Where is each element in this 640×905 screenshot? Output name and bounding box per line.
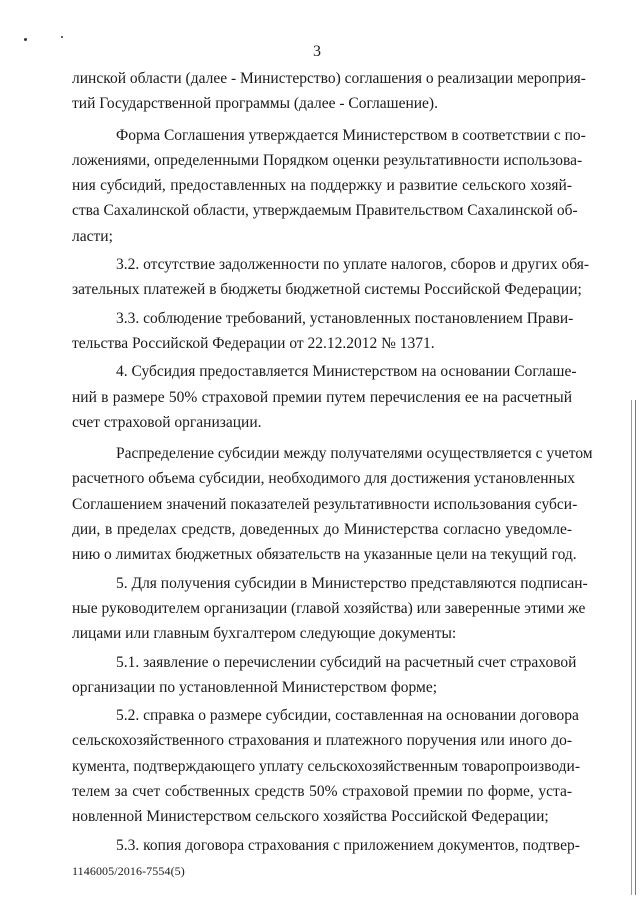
text-line: Распределение субсидии между получателями осуществляется с учетом [116, 445, 593, 463]
text-line: 4. Субсидия предоставляется Министерством на основании Соглаше- [116, 363, 577, 381]
text-line: зательных платежей в бюджеты бюджетной системы Российской Федерации; [72, 281, 582, 299]
text-line: счет страховой организации. [72, 413, 262, 431]
scan-speck [61, 36, 63, 38]
text-line: тельства Российской Федерации от 22.12.2012 № 1371. [72, 334, 435, 352]
scan-speck [24, 38, 27, 41]
text-line: ложениями, определенными Порядком оценки результативности использова- [72, 151, 583, 169]
text-line: сельскохозяйственного страхования и платежного поручения или иного до- [72, 732, 572, 750]
paragraph-continuation [72, 66, 586, 117]
paragraph-5 [72, 571, 588, 647]
document-registration-code: 1146005/2016-7554(5) [72, 864, 185, 878]
paragraph-agreement-form [72, 123, 586, 249]
page-number: 3 [313, 43, 321, 60]
text-line: 5.1. заявление о перечислении субсидий на расчетный счет страховой [116, 653, 577, 671]
text-line: телем за счет собственных средств 50% страховой премии по форме, уста- [72, 783, 572, 801]
text-line: 5.2. справка о размере субсидии, составленная на основании договора [116, 707, 579, 725]
paragraph-5-2 [72, 703, 580, 829]
text-line: ласти; [72, 227, 113, 245]
text-line: лицами или главным бухгалтером следующие документы: [72, 625, 457, 643]
text-line: расчетного объема субсидии, необходимого для достижения установленных [72, 470, 575, 488]
text-line: организации по установленной Министерством форме; [72, 678, 438, 696]
text-line: тий Государственной программы (далее - Соглашение). [72, 95, 438, 113]
text-line: нию о лимитах бюджетных обязательств на указанные цели на текущий год. [72, 546, 577, 564]
text-line: 5. Для получения субсидии в Министерство представляются подписан- [116, 574, 588, 592]
text-line: Форма Соглашения утверждается Министерством в соответствии с по- [116, 126, 586, 144]
text-line: 5.3. копия договора страхования с приложением документов, подтвер- [116, 836, 580, 854]
text-line: ния субсидий, предоставленных на поддержку и развитие сельского хозяй- [72, 177, 572, 195]
paragraph-3-2 [72, 252, 590, 303]
paragraph-3-3 [72, 306, 572, 357]
text-line: ний в размере 50% страховой премии путем перечисления ее на расчетный [72, 388, 572, 406]
paragraph-5-3 [72, 833, 580, 858]
text-line: Соглашением значений показателей результативности использования субси- [72, 495, 578, 513]
text-line: линской области (далее - Министерство) соглашения о реализации мероприя- [72, 70, 586, 87]
scan-binding-edge [631, 400, 636, 895]
paragraph-5-1 [72, 650, 577, 701]
paragraph-4 [72, 359, 577, 435]
text-line: новленной Министерством сельского хозяйства Российской Федерации; [72, 808, 549, 826]
text-line: кумента, подтверждающего уплату сельскохозяйственным товаропроизводи- [72, 757, 580, 775]
text-line: ные руководителем организации (главой хозяйства) или заверенные этими же [72, 599, 586, 617]
document-body [72, 66, 593, 858]
text-line: ства Сахалинской области, утверждаемым Правительством Сахалинской об- [72, 202, 578, 220]
text-line: 3.2. отсутствие задолженности по уплате налогов, сборов и других обя- [116, 256, 590, 274]
paragraph-distribution [72, 441, 593, 567]
text-line: 3.3. соблюдение требований, установленных постановлением Прави- [116, 309, 574, 327]
text-line: дии, в пределах средств, доведенных до Министерства согласно уведомле- [72, 521, 572, 539]
